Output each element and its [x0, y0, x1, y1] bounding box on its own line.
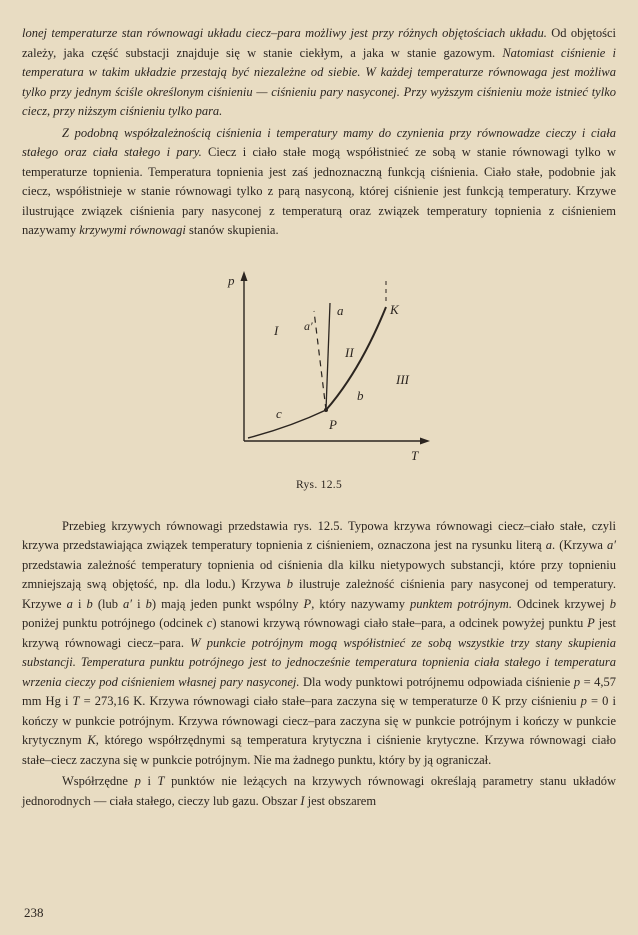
text-run: , który nazywamy — [311, 596, 411, 611]
text-run: a′ — [607, 538, 616, 552]
text-run: krzywymi równowagi — [79, 223, 186, 237]
text-run: a — [545, 538, 553, 552]
label-point-k: K — [390, 301, 399, 317]
triple-point-marker — [324, 408, 328, 412]
label-point-p: P — [329, 416, 337, 432]
text-run: p — [580, 694, 587, 708]
text-block-top — [22, 24, 616, 241]
text-run: p — [573, 674, 581, 689]
text-run: W punkcie potrójnym mogą współistnieć ze sobą wszystkie trzy stany skupienia substancji. Temperatura punktu potrójnego jest to jednocześnie temperatura topnienia ciała stałego i temperatura wrzenia cieczy pod ciśnieniem własnej pary nasyconej. — [22, 635, 616, 689]
text-run: , którego współrzędnymi są temperatura krytyczna i ciśnienie krytyczne. Krzywa równowagi ciało stałe–ciecz zaczyna się w punkcie potrójnym. Nie ma żadnego punktu, który by ją ograniczał. — [22, 733, 616, 767]
t-axis-arrow — [420, 437, 430, 444]
paragraph-4 — [22, 772, 616, 811]
text-run: Odcinek krzywej — [511, 596, 610, 611]
label-curve-c: c — [276, 405, 282, 421]
text-run: a — [66, 596, 73, 611]
label-curve-a: a — [337, 302, 344, 318]
label-t-axis: T — [411, 447, 419, 463]
text-run: ilustruje zależność ciśnienia pary nasyconej od temperatury. Krzywe — [22, 577, 616, 611]
text-run: i — [140, 774, 158, 788]
text-run: T — [157, 774, 165, 788]
text-run: Dla wody punktowi potrójnemu odpowiada ciśnienie — [299, 674, 574, 689]
text-run: = 273,16 K. Krzywa równowagi ciało stałe–para zaczyna się w temperaturze 0 K przy ciśnieniu — [79, 694, 581, 708]
label-region-3: III — [396, 371, 409, 387]
label-p-axis: p — [228, 272, 235, 288]
curve-a — [326, 303, 330, 410]
text-run: Współrzędne — [62, 774, 135, 788]
text-run: P — [303, 596, 312, 611]
text-run: T — [72, 694, 80, 708]
curve-c — [248, 410, 326, 438]
figure-caption: Rys. 12.5 — [295, 478, 342, 491]
text-run: c — [206, 616, 213, 630]
text-run: P — [587, 616, 595, 630]
text-run: b — [286, 577, 294, 591]
text-run: ) mają jeden punkt wspólny — [151, 596, 304, 611]
text-run: b — [86, 596, 93, 611]
text-run: punktów nie leżących na krzywych równowagi określają parametry stanu układów jednorodnych — ciała stałego, cieczy lub gazu. Obszar — [22, 774, 616, 808]
text-run: . (Krzywa — [552, 538, 608, 552]
text-run: Z podobną współzależnością ciśnienia i temperatury mamy do czynienia przy równowadze cieczy i ciała stałego oraz ciała stałego i pary. — [22, 125, 616, 159]
paragraph-1 — [22, 24, 616, 122]
paragraph-2 — [22, 124, 616, 241]
label-region-1: I — [274, 322, 279, 338]
text-run: i — [72, 596, 87, 611]
text-run: stanów skupienia. — [185, 223, 279, 237]
text-run: punktem potrójnym. — [410, 596, 512, 611]
phase-diagram-svg — [0, 241, 638, 479]
text-run: (lub — [92, 596, 124, 611]
text-run: Przebieg krzywych równowagi przedstawia rys. 12.5. Typowa krzywa równowagi ciecz–ciało stałe, czyli krzywa przedstawiająca związek temperatury topnienia z ciśnieniem, oznaczona jest na rysunku literą — [22, 518, 616, 552]
text-block-bottom — [22, 517, 616, 812]
paragraph-3 — [22, 517, 616, 771]
text-run: = 0 i kończy w punkcie potrójnym. Krzywa równowagi ciecz–para zaczyna się w punkcie potrójnym i kończy w punkcie krytycznym — [22, 694, 616, 747]
text-run: Od objętości zależy, jaka część substacji znajduje się w stanie ciekłym, a jaka w stanie gazowym. — [22, 26, 616, 60]
text-run: jest obszarem — [304, 793, 377, 808]
text-run: I — [300, 793, 305, 808]
text-run: Ciecz i ciało stałe mogą współistnieć ze sobą w stanie równowagi tylko w temperaturze topnienia. Temperatura topnienia jest zaś jednoznaczną funkcją ciśnienia. Ciało stałe, podobnie jak ciecz, współistnieje w stanie równowagi tylko z parą nasyconą, której ciśnienie jest funkcją temperatury. Krzywe ilustrujące związek ciśnienia pary nasyconej z temperaturą oraz związek temperatury topnienia z ciśnieniem nazywamy — [22, 145, 616, 237]
text-run: jest krzywą równowagi ciecz–para. — [22, 616, 617, 650]
curve-b — [326, 307, 386, 410]
text-run: b — [609, 596, 616, 611]
label-curve-b: b — [357, 387, 364, 403]
label-curve-a-prime: a′ — [304, 318, 313, 333]
text-run: ) stanowi krzywą równowagi ciało stałe–para, a odcinek powyżej punktu — [212, 616, 588, 630]
text-run: = 4,57 mm Hg i — [22, 674, 616, 708]
text-run: a′ — [123, 596, 132, 611]
text-run: p — [134, 774, 141, 788]
curve-a-prime — [314, 311, 326, 410]
figure-phase-diagram — [0, 241, 638, 479]
page-number: 238 — [24, 905, 44, 920]
p-axis-arrow — [241, 271, 248, 281]
text-run: i — [132, 596, 146, 611]
label-region-2: II — [345, 344, 354, 360]
text-run: lonej temperaturze stan równowagi układu ciecz–para możliwy jest przy różnych objętościach układu. — [22, 26, 547, 40]
text-run: K — [87, 733, 96, 747]
text-run: poniżej punktu potrójnego (odcinek — [22, 616, 207, 630]
text-run: b — [145, 596, 152, 611]
text-run: przedstawia zależność temperatury topnienia od ciśnienia dla kilku nietypowych substancji, które przy topnieniu zmniejszają swą objętość, np. dla lodu.) Krzywa — [22, 557, 616, 591]
text-run: Natomiast ciśnienie i temperatura w takim układzie przestają być niezależne od siebie. W każdej temperaturze równowaga jest możliwa tylko przy jednym ściśle określonym ciśnieniu — ciśnieniu pary nasyconej. Przy wyższym ciśnieniu może istnieć tylko ciecz, przy niższym ciśnieniu tylko para. — [22, 45, 616, 118]
